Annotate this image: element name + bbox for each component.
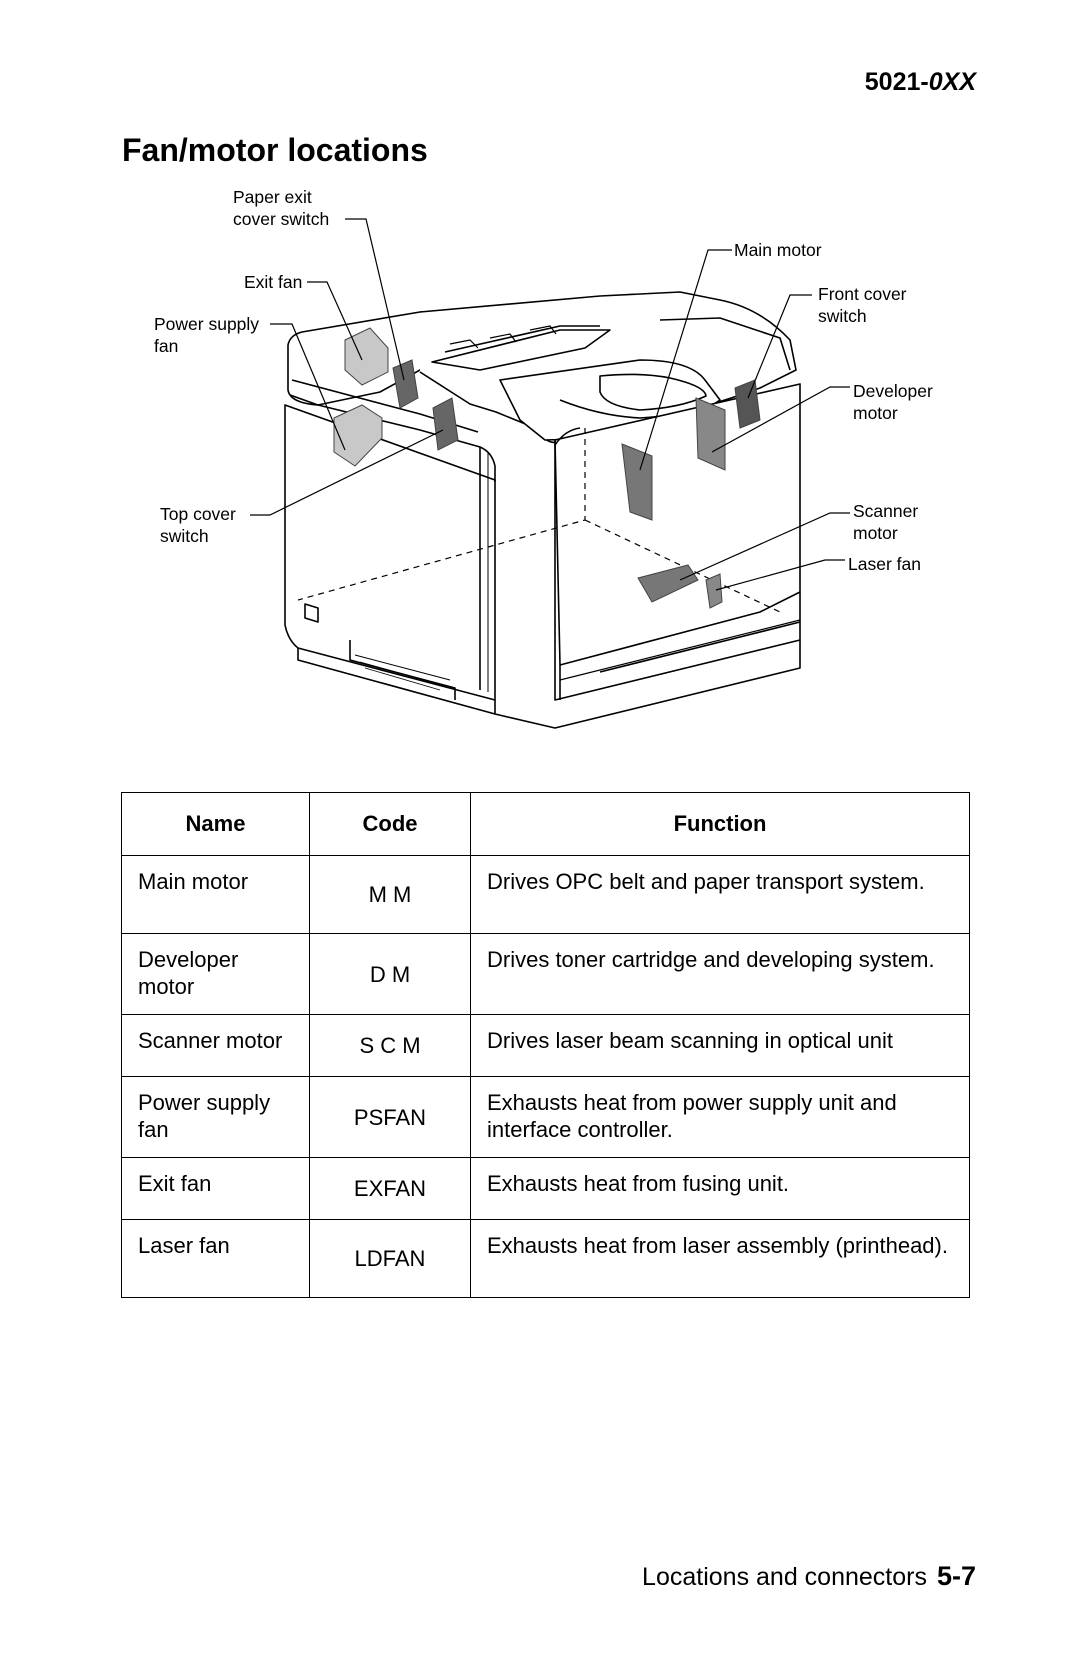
cell-code: D M bbox=[310, 934, 471, 1015]
cell-function: Drives OPC belt and paper transport system. bbox=[471, 856, 970, 934]
table-row bbox=[122, 934, 970, 1015]
cell-code: LDFAN bbox=[310, 1220, 471, 1298]
callout-front-cover-line2: switch bbox=[818, 306, 867, 326]
printer-base bbox=[495, 640, 800, 728]
printer-left-side bbox=[285, 405, 495, 700]
cell-code: M M bbox=[310, 856, 471, 934]
callout-laser-fan: Laser fan bbox=[848, 554, 921, 574]
cell-function: Exhausts heat from power supply unit and interface controller. bbox=[471, 1077, 970, 1158]
cell-name: Laser fan bbox=[122, 1220, 310, 1298]
cell-function: Exhausts heat from laser assembly (printhead). bbox=[471, 1220, 970, 1298]
column-header-name: Name bbox=[122, 793, 310, 856]
cell-function: Drives laser beam scanning in optical unit bbox=[471, 1015, 970, 1077]
developer-motor-block bbox=[696, 398, 725, 470]
callout-front-cover-switch bbox=[818, 283, 907, 327]
callout-power-supply-fan bbox=[154, 313, 259, 357]
footer-section: Locations and connectors bbox=[642, 1563, 927, 1591]
cell-name: Main motor bbox=[122, 856, 310, 934]
callout-scanner-motor bbox=[853, 500, 918, 544]
callout-main-motor: Main motor bbox=[734, 240, 822, 260]
cell-name: Power supply fan bbox=[122, 1077, 310, 1158]
cell-function: Exhausts heat from fusing unit. bbox=[471, 1158, 970, 1220]
callout-power-supply-line2: fan bbox=[154, 336, 179, 356]
callout-top-cover-switch bbox=[160, 503, 236, 547]
table-row bbox=[122, 1077, 970, 1158]
page-title: Fan/motor locations bbox=[122, 132, 428, 168]
table-row bbox=[122, 856, 970, 934]
callout-power-supply-line1: Power supply bbox=[154, 314, 260, 334]
callout-top-cover-line1: Top cover bbox=[160, 504, 236, 524]
footer-page-number: 5-7 bbox=[936, 1561, 976, 1591]
callout-paper-exit-line2: cover switch bbox=[233, 209, 330, 229]
cell-name: Developer motor bbox=[122, 934, 310, 1015]
table-row bbox=[122, 1158, 970, 1220]
cell-code: PSFAN bbox=[310, 1077, 471, 1158]
cell-function: Drives toner cartridge and developing system. bbox=[471, 934, 970, 1015]
callout-paper-exit-line1: Paper exit bbox=[233, 187, 312, 207]
cell-name: Scanner motor bbox=[122, 1015, 310, 1077]
callout-top-cover-line2: switch bbox=[160, 526, 209, 546]
table-row bbox=[122, 1015, 970, 1077]
front-cover-switch-block bbox=[735, 380, 760, 428]
cell-code: EXFAN bbox=[310, 1158, 471, 1220]
table-row bbox=[122, 1220, 970, 1298]
callout-paper-exit-cover-switch bbox=[233, 186, 329, 230]
callout-scanner-line1: Scanner bbox=[853, 501, 919, 521]
callout-developer-line2: motor bbox=[853, 403, 898, 423]
callout-front-cover-line1: Front cover bbox=[818, 284, 907, 304]
fan-motor-table bbox=[121, 792, 970, 1298]
callout-scanner-line2: motor bbox=[853, 523, 898, 543]
column-header-code: Code bbox=[310, 793, 471, 856]
callout-developer-motor bbox=[853, 380, 933, 424]
table-header-row bbox=[122, 793, 970, 856]
doc-code-suffix: 0XX bbox=[928, 68, 976, 96]
callout-developer-line1: Developer bbox=[853, 381, 933, 401]
doc-code-prefix: 5021- bbox=[864, 68, 929, 96]
cell-name: Exit fan bbox=[122, 1158, 310, 1220]
column-header-function: Function bbox=[471, 793, 970, 856]
page-footer bbox=[642, 1561, 976, 1592]
top-cover-switch-block bbox=[433, 398, 458, 450]
callout-exit-fan: Exit fan bbox=[244, 272, 303, 292]
cell-code: S C M bbox=[310, 1015, 471, 1077]
